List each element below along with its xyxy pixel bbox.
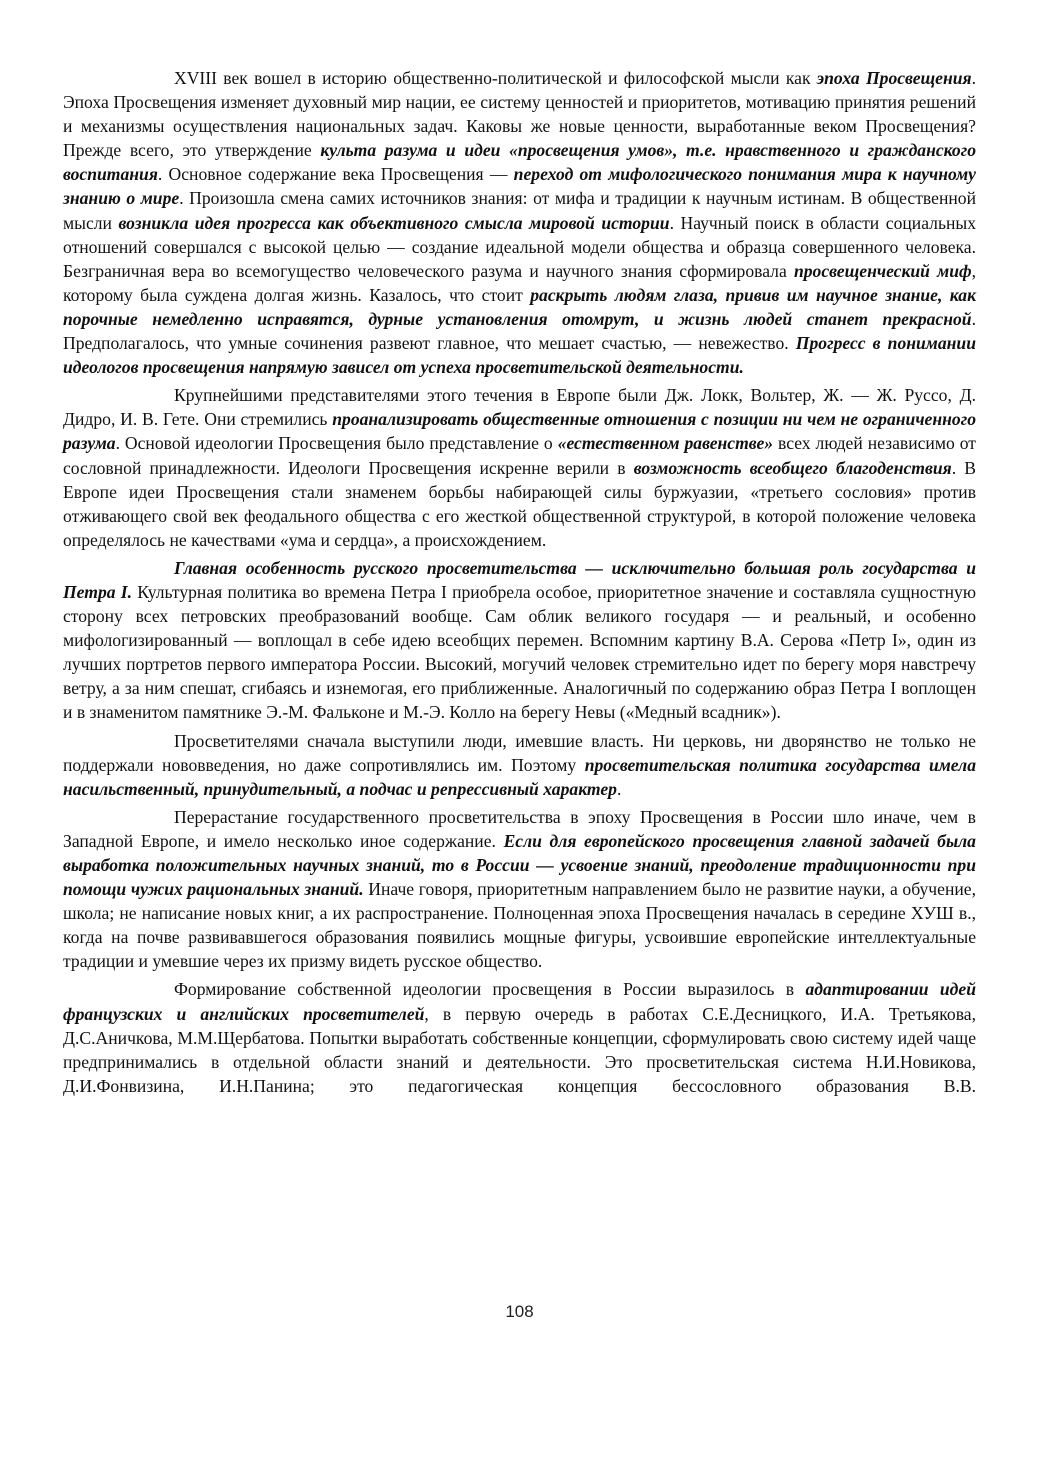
emphasized-text: «естественном равенстве» [557,433,774,454]
emphasized-text: Прогресс в понимании идеологов просвещения напрямую зависел от успеха просветительской деятельности. [63,333,976,378]
body-text: Иначе говоря, приоритетным направлением было не развитие науки, а обучение, школа; не написание новых книг, а их распространение. Полноценная эпоха Просвещения началась в середине ХУШ в., когда на почве развивавшегося образования появились мощные фигуры, усвоившие европейские интеллектуальные традиции и умевшие через их призму видеть русское общество. [63,879,976,972]
emphasized-text: возможность всеобщего благоденствия [633,457,952,478]
body-text: всех людей независимо от сословной принадлежности. Идеологи Просвещения искренне верили в [63,433,976,478]
body-text: , которому была суждена долгая жизнь. Казалось, что стоит [63,260,976,305]
emphasized-text: переход от мифологического понимания мира к научному знанию о мире [63,164,976,209]
body-text: . [616,778,622,799]
emphasized-text: проанализировать общественные отношения с позиции ни чем не ограниченного разума [63,409,976,454]
paragraph [63,556,976,725]
emphasized-text: адаптировании идей французских и английских просветителей [63,979,976,1024]
emphasized-text: возникла идея прогресса как объективного смысла мировой истории [118,212,670,233]
body-text: , в первую очередь в работах С.Е.Десницкого, И.А. Третьякова, Д.С.Аничкова, М.М.Щербатова. Попытки выработать собственные концепции, сформулировать свою систему идей чаще предпринимались в отдельной области знаний и деятельности. Это просветительская система Н.И.Новикова, Д.И.Фонвизина, И.Н.Панина; это педагогическая концепция бессословного образования В.В. [63,1003,976,1096]
body-text: . Научный поиск в области социальных отношений совершался с высокой целью — создание идеальной модели общества и образца совершенного человека. Безграничная вера во всемогущество человеческого разума и научного знания сформировала [63,212,977,281]
page-body [63,66,976,1102]
paragraph [63,383,976,552]
body-text: Перерастание государственного просветительства в эпоху Просвещения в России шло иначе, чем в Западной Европе, и имело несколько иное содержание. [63,806,976,851]
body-text: Культурная политика во времена Петра I приобрела особое, приоритетное значение и составляла сущностную сторону всех петровских преобразований вообще. Сам облик великого государя — и реальный, и особенно мифологизированный — воплощал в себе идею всеобщих перемен. Вспомним картину В.А. Серова «Петр I», один из лучших портретов первого императора России. Высокий, могучий человек стремительно идет по берегу моря навстречу ветру, а за ним спешат, сгибаясь и изнемогая, его приближенные. Аналогичный по содержанию образ Петра I воплощен и в знаменитом памятнике Э.-М. Фальконе и М.-Э. Колло на берегу Невы («Медный всадник»). [63,581,976,723]
emphasized-text: просвещенческий миф [793,260,972,281]
body-text: Просветителями сначала выступили люди, имевшие власть. Ни церковь, ни дворянство не только не поддержали нововведения, но даже сопротивлялись им. Поэтому [63,730,976,775]
body-text: . Произошла смена самих источников знания: от мифа и традиции к научным истинам. В общественной мысли [63,188,976,233]
body-text: . Основой идеологии Просвещения было представление о [115,433,558,454]
paragraph [63,66,976,379]
body-text: . Предполагалось, что умные сочинения развеют главное, что мешает счастью, — невежество. [63,308,976,354]
emphasized-text: просветительская политика государства имела насильственный, принудительный, а подчас и репрессивный характер [63,754,976,799]
emphasized-text: культа разума и идеи «просвещения умов», т.е. нравственного и гражданского воспитания [63,140,977,185]
emphasized-text: Главная особенность русского просветительства — исключительно большая роль государства и Петра I. [63,557,976,602]
paragraph [63,729,976,801]
body-text: Формирование собственной идеологии просвещения в России выразилось в [174,979,806,1000]
body-text: XVIII век вошел в историю общественно-политической и философской мысли как [174,68,817,88]
body-text: . Основное содержание века Просвещения — [157,164,514,185]
page-number: 108 [505,1302,534,1321]
emphasized-text: раскрыть людям глаза, привив им научное знание, как порочные немедленно исправятся, дурные установления отомрут, и жизнь людей станет прекрасной [63,284,976,329]
body-text: . Эпоха Просвещения изменяет духовный мир нации, ее систему ценностей и приоритетов, мотивацию принятия решений и механизмы осуществления национальных задач. Каковы же новые ценности, выработанные веком Просвещения? Прежде всего, это утверждение [63,68,976,161]
emphasized-text: Если для европейского просвещения главной задачей была выработка положительных научных знаний, то в России — усвоение знаний, преодоление традиционности при помощи чужих рациональных знаний. [63,830,976,900]
body-text: Крупнейшими представителями этого течения в Европе были Дж. Локк, Вольтер, Ж. — Ж. Руссо, Д. Дидро, И. В. Гете. Они стремились [63,385,976,430]
paragraph [63,805,976,974]
body-text: . В Европе идеи Просвещения стали знаменем борьбы набирающей силы буржуазии, «третьего сословия» против отживающего свой век феодального общества с его жесткой общественной структурой, в которой положение человека определялось не качествами «ума и сердца», а происхождением. [63,457,976,550]
emphasized-text: эпоха Просвещения [816,68,972,88]
paragraph [63,977,976,1097]
